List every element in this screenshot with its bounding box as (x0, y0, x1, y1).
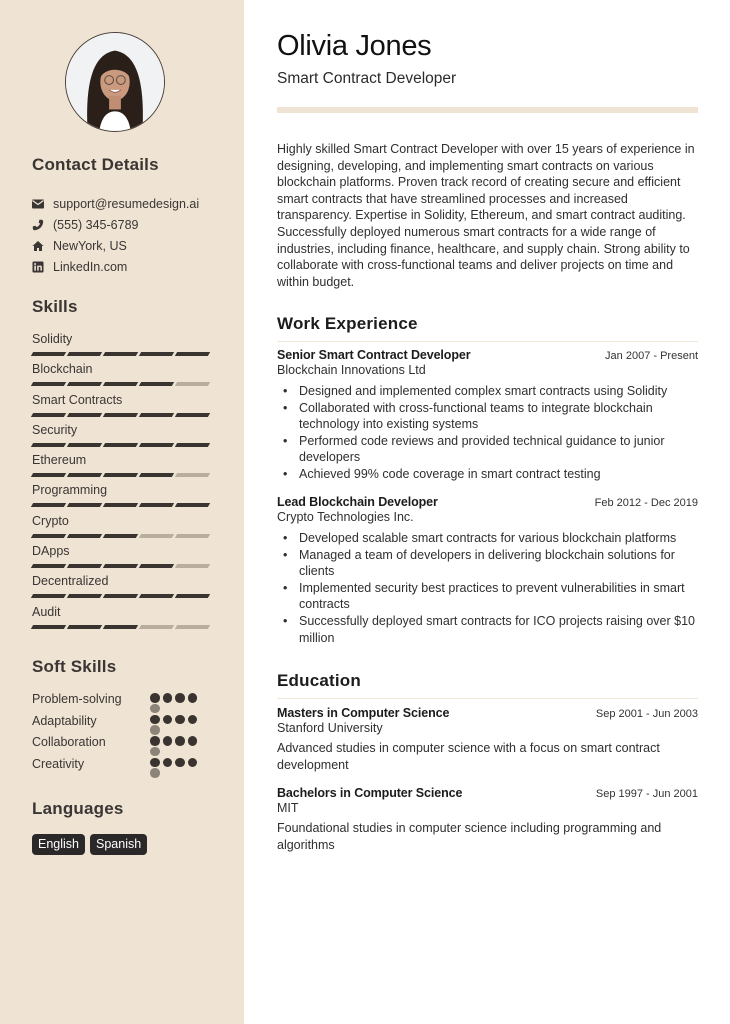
contact-phone[interactable] (32, 214, 199, 235)
education-dates: Sep 2001 - Jun 2003 (595, 708, 698, 720)
soft-skill-item (32, 713, 212, 735)
skill-level-segment (67, 443, 102, 447)
soft-skill-item (32, 756, 212, 778)
skill-level-bar (32, 382, 212, 386)
skill-level-segment (31, 503, 66, 507)
job-dates: Feb 2012 - Dec 2019 (594, 497, 698, 509)
skill-level-segment (67, 382, 102, 386)
soft-skill-rating (150, 758, 200, 778)
job-bullets (277, 383, 698, 483)
skill-level-bar (32, 503, 212, 507)
skill-name: Solidity (32, 332, 73, 346)
skill-item (32, 513, 212, 543)
skill-level-bar (32, 473, 212, 477)
skill-level-segment (31, 382, 66, 386)
person-name: Olivia Jones (277, 30, 432, 62)
degree: Masters in Computer Science (277, 706, 450, 720)
skill-level-segment (139, 503, 174, 507)
skill-level-segment (103, 352, 138, 356)
skill-name: DApps (32, 544, 70, 559)
job-bullet: • Designed and implemented complex smart contracts using Solidity (277, 383, 698, 400)
skill-level-segment (175, 564, 210, 568)
education-entry (277, 786, 698, 853)
skill-level-segment (139, 473, 174, 477)
skill-level-segment (103, 625, 138, 629)
rating-dot-icon (188, 715, 198, 725)
rating-dot-icon (150, 736, 160, 746)
skill-level-segment (139, 564, 174, 568)
skill-level-segment (175, 352, 210, 356)
degree: Bachelors in Computer Science (277, 786, 463, 800)
rating-dot-icon (188, 758, 198, 768)
skill-level-segment (175, 625, 210, 629)
skill-level-segment (175, 534, 210, 538)
job-bullet: • Collaborated with cross-functional teams to integrate blockchain technology into existing systems (277, 400, 698, 433)
skill-level-segment (31, 443, 66, 447)
soft-skill-rating (150, 693, 200, 713)
skill-name: Decentralized (32, 574, 109, 589)
linkedin-icon (32, 261, 44, 273)
soft-skills-heading: Soft Skills (32, 657, 117, 676)
soft-skill-rating (150, 736, 200, 756)
rating-dot-icon (175, 758, 185, 768)
soft-skills-list (32, 691, 212, 777)
skill-level-segment (67, 594, 102, 598)
job-dates: Jan 2007 - Present (605, 350, 698, 362)
skill-level-segment (175, 443, 210, 447)
soft-skill-name: Adaptability (32, 713, 97, 728)
skill-level-bar (32, 594, 212, 598)
skills-list (32, 331, 212, 634)
skill-item (32, 422, 212, 452)
contact-list (32, 193, 199, 277)
education-entry (277, 706, 698, 773)
soft-skill-name: Collaboration (32, 735, 106, 749)
rating-dot-icon (175, 715, 185, 725)
skill-level-segment (67, 413, 102, 417)
rating-dot-icon (150, 715, 160, 725)
languages-heading: Languages (32, 799, 124, 818)
job-bullet: • Successfully deployed smart contracts for ICO projects raising over $10 million (277, 613, 698, 646)
skill-name: Crypto (32, 513, 69, 528)
skill-name: Ethereum (32, 453, 87, 468)
contact-phone-text: (555) 345-6789 (53, 217, 139, 232)
skill-level-segment (139, 625, 174, 629)
skill-level-bar (32, 413, 212, 417)
skill-name: Blockchain (32, 362, 93, 377)
skill-level-segment (139, 413, 174, 417)
skill-level-bar (32, 352, 212, 356)
school: Stanford University (277, 721, 383, 735)
rating-dot-icon (175, 693, 185, 703)
skill-item (32, 543, 212, 573)
skill-level-bar (32, 625, 212, 629)
skill-item (32, 604, 212, 634)
skill-level-segment (139, 382, 174, 386)
skill-level-segment (67, 534, 102, 538)
education-description: Foundational studies in computer science including programming and algorithms (277, 821, 662, 852)
skill-level-segment (31, 413, 66, 417)
skill-item (32, 361, 212, 391)
languages-list (32, 834, 147, 855)
job-company: Blockchain Innovations Ltd (277, 363, 426, 377)
skill-level-segment (139, 534, 174, 538)
skill-level-segment (139, 352, 174, 356)
soft-skill-rating (150, 715, 200, 735)
skill-level-segment (67, 503, 102, 507)
phone-icon (32, 219, 44, 231)
soft-skill-item (32, 691, 212, 713)
language-badge: English (32, 834, 85, 855)
job-bullet: • Achieved 99% code coverage in smart contract testing (277, 466, 698, 483)
contact-linkedin[interactable] (32, 256, 199, 277)
home-icon (32, 240, 44, 252)
skill-level-segment (103, 473, 138, 477)
job-role: Senior Smart Contract Developer (277, 348, 471, 362)
skill-level-segment (67, 473, 102, 477)
rating-dot-icon (150, 693, 160, 703)
skill-level-segment (175, 382, 210, 386)
person-title: Smart Contract Developer (277, 70, 457, 87)
rating-dot-icon (188, 693, 198, 703)
job-entry (277, 348, 698, 483)
skill-level-segment (103, 564, 138, 568)
skill-name: Security (32, 422, 78, 437)
skill-level-segment (31, 625, 66, 629)
skill-level-segment (103, 534, 138, 538)
contact-location-text: NewYork, US (53, 238, 127, 253)
education-description: Advanced studies in computer science with a focus on smart contract development (277, 741, 660, 772)
skill-level-segment (103, 382, 138, 386)
skill-level-segment (103, 413, 138, 417)
skill-item (32, 482, 212, 512)
skill-item (32, 392, 212, 422)
job-bullet: • Developed scalable smart contracts for various blockchain platforms (277, 530, 698, 547)
skill-level-segment (31, 594, 66, 598)
skill-item (32, 331, 212, 361)
rating-dot-icon (163, 736, 173, 746)
skill-level-segment (103, 443, 138, 447)
summary: Highly skilled Smart Contract Developer with over 15 years of experience in designing, developing, and implementing smart contracts on various blockchain platforms. Proven track record of creating secure and efficient smart contracts that have streamlined processes and increased transparency. Expertise in Solidity, Ethereum, and smart contract auditing. Successfully deployed numerous smart contracts for a wide range of industries, including finance, healthcare, and supply chain. Strong ability to collaborate with cross-functional teams and deliver projects on time and within budget. (277, 142, 695, 289)
skill-level-segment (67, 564, 102, 568)
skill-level-segment (139, 594, 174, 598)
rating-dot-icon (150, 758, 160, 768)
skill-level-segment (103, 503, 138, 507)
envelope-icon (32, 198, 44, 210)
skill-level-segment (31, 473, 66, 477)
skill-level-segment (175, 413, 210, 417)
contact-heading: Contact Details (32, 155, 159, 174)
job-bullets (277, 530, 698, 646)
soft-skill-item (32, 734, 212, 756)
job-bullet: • Implemented security best practices to prevent vulnerabilities in smart contracts (277, 580, 698, 613)
skill-item (32, 452, 212, 482)
rating-dot-icon (188, 736, 198, 746)
avatar (65, 32, 165, 132)
rating-dot-icon (163, 715, 173, 725)
job-company: Crypto Technologies Inc. (277, 510, 414, 524)
skill-level-segment (103, 594, 138, 598)
language-badge: Spanish (90, 834, 147, 855)
job-bullet: • Managed a team of developers in delivering blockchain solutions for clients (277, 547, 698, 580)
skill-level-segment (31, 352, 66, 356)
job-bullet: • Performed code reviews and provided technical guidance to junior developers (277, 433, 698, 466)
education-heading: Education (277, 671, 698, 699)
skill-item (32, 573, 212, 603)
rating-dot-icon (150, 768, 160, 778)
skill-name: Audit (32, 604, 61, 619)
soft-skill-name: Creativity (32, 756, 85, 771)
skill-name: Smart Contracts (32, 392, 123, 407)
skill-level-segment (67, 352, 102, 356)
contact-email[interactable] (32, 193, 199, 214)
skill-level-bar (32, 564, 212, 568)
work-heading: Work Experience (277, 314, 698, 342)
contact-linkedin-text: LinkedIn.com (53, 259, 128, 274)
contact-email-text: support@resumedesign.ai (53, 196, 200, 211)
rating-dot-icon (175, 736, 185, 746)
skill-level-segment (175, 594, 210, 598)
education-dates: Sep 1997 - Jun 2001 (595, 788, 698, 800)
sidebar (0, 0, 244, 1024)
skill-name: Programming (32, 483, 108, 498)
skill-level-segment (139, 443, 174, 447)
skill-level-bar (32, 534, 212, 538)
header-divider (277, 107, 698, 113)
skill-level-segment (31, 564, 66, 568)
job-role: Lead Blockchain Developer (277, 495, 438, 509)
skill-level-segment (175, 503, 210, 507)
rating-dot-icon (163, 693, 173, 703)
profile-photo (66, 33, 164, 131)
school: MIT (277, 801, 299, 815)
job-entry (277, 495, 698, 646)
skill-level-bar (32, 443, 212, 447)
rating-dot-icon (163, 758, 173, 768)
contact-location (32, 235, 199, 256)
skill-level-segment (175, 473, 210, 477)
skill-level-segment (31, 534, 66, 538)
skill-level-segment (67, 625, 102, 629)
soft-skill-name: Problem-solving (32, 692, 122, 706)
skills-heading: Skills (32, 297, 78, 316)
